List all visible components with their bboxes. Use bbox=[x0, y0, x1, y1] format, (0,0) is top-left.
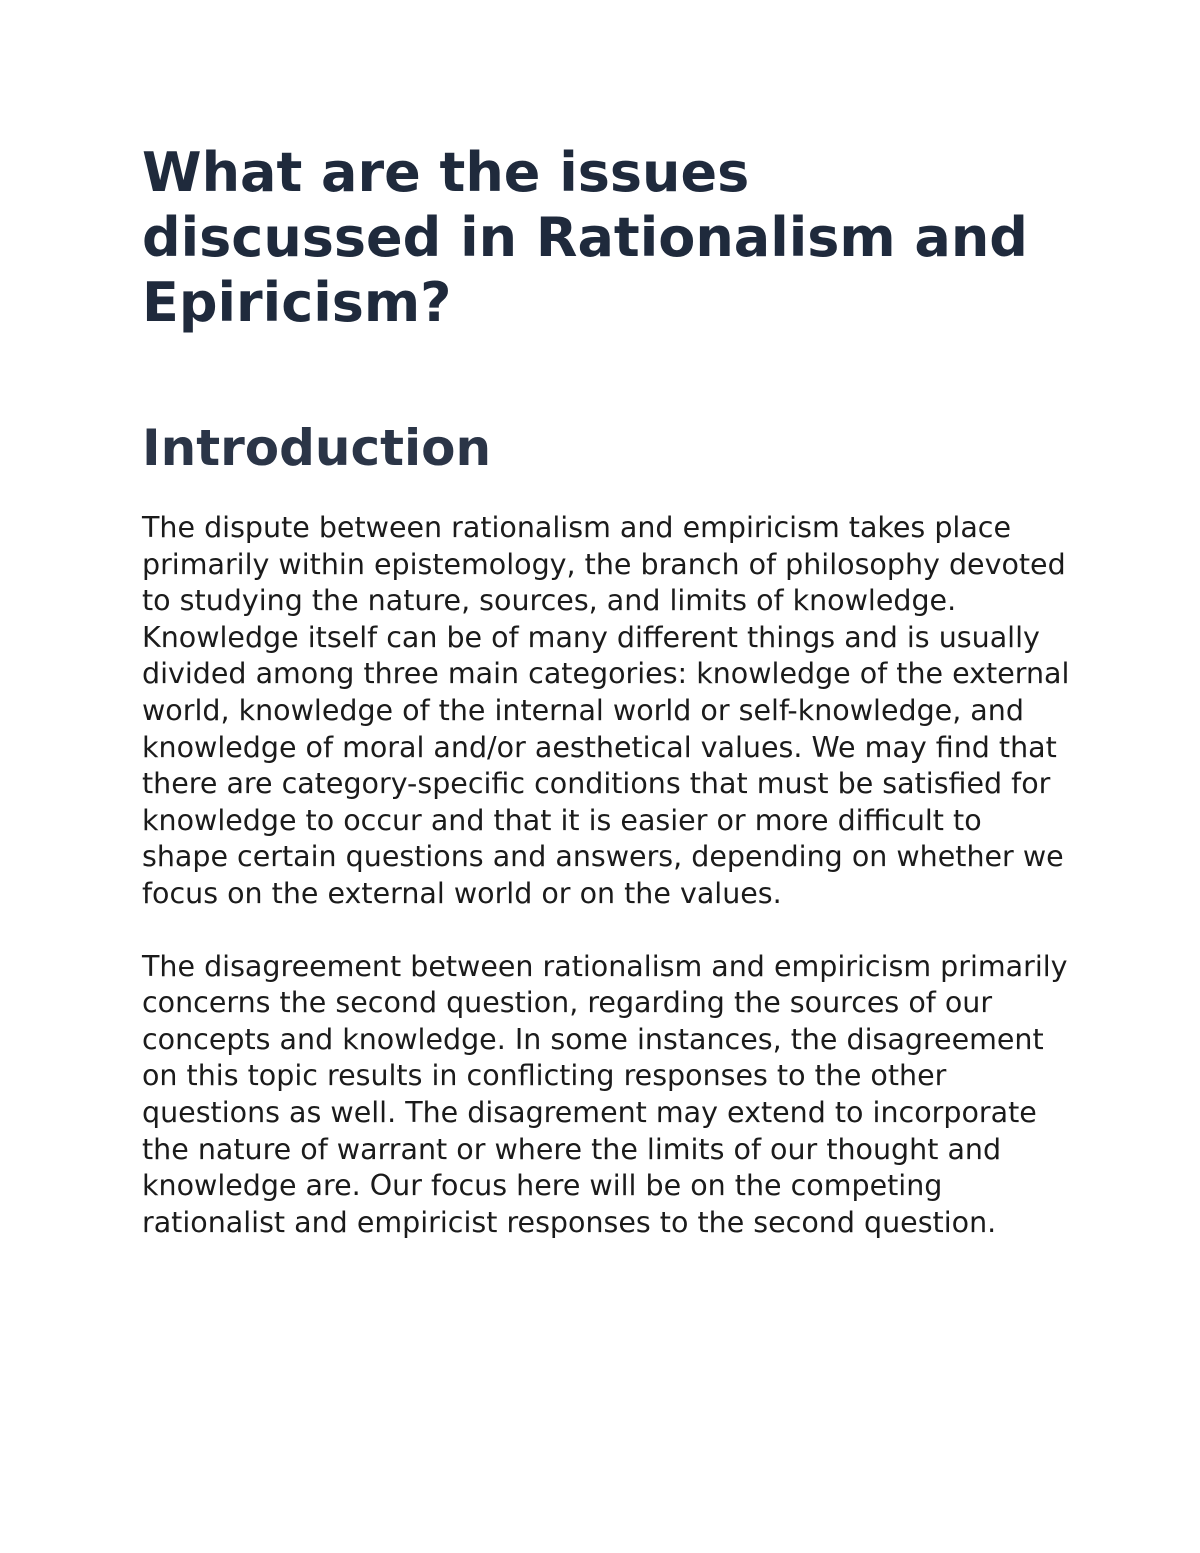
paragraph: The disagreement between rationalism and empiricism primarily concerns the second question, regarding the sources of our concepts and knowledge. In some instances, the disagreement on this topic results in conflicting responses to the other questions as well. The disagrement may extend to incorporate the nature of warrant or where the limits of our thought and knowledge are. Our focus here will be on the competing rationalist and empiricist responses to the second question. bbox=[142, 949, 1068, 1239]
document-title: What are the issues discussed in Rationalism and Epiricism? bbox=[142, 141, 1028, 334]
document-content bbox=[142, 140, 1072, 1241]
section-heading-introduction: Introduction bbox=[142, 419, 492, 477]
paragraph: The dispute between rationalism and empiricism takes place primarily within epistemology, the branch of philosophy devoted to studying the nature, sources, and limits of knowledge. Knowledge itself can be of many different things and is usually divided among three main categories: knowledge of the external world, knowledge of the internal world or self-knowledge, and knowledge of moral and/or aesthetical values. We may find that there are category-specific conditions that must be satisfied for knowledge to occur and that it is easier or more difficult to shape certain questions and answers, depending on whether we focus on the external world or on the values. bbox=[142, 511, 1070, 910]
